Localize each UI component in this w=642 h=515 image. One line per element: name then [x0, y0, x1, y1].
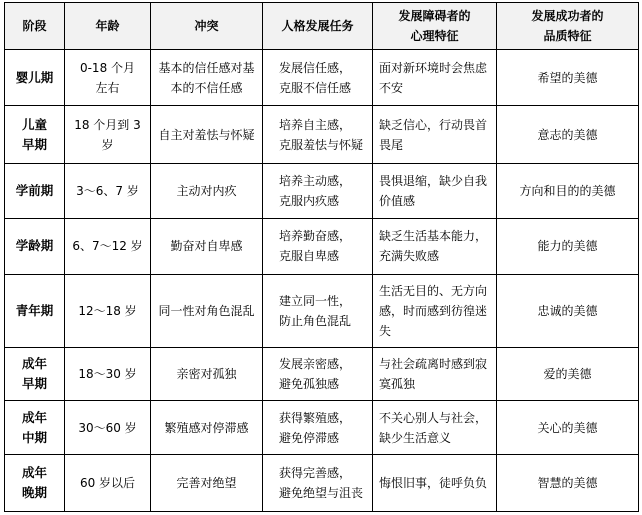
stage-cell-line: 学前期	[15, 183, 54, 199]
task-cell-line: 培养自主感，	[279, 117, 352, 132]
task-cell-line: 培养勤奋感，	[279, 229, 352, 244]
age-cell-line: 3～6、7 岁	[76, 184, 139, 199]
age-cell-line: 18～30 岁	[78, 367, 137, 382]
age-cell	[65, 218, 151, 274]
table-row	[5, 401, 639, 454]
virtue-cell: 方向和目的的美德	[497, 164, 639, 218]
task-cell-line: 避免绝望与沮丧	[279, 485, 364, 500]
erikson-stages-table	[4, 2, 639, 512]
virtue-cell: 爱的美德	[497, 348, 639, 401]
obstacle-cell-line: 与社会疏离时感到寂	[379, 357, 488, 372]
conflict-cell	[151, 50, 263, 106]
stage-cell-line: 中期	[21, 429, 47, 445]
task-cell-line: 克服自卑感	[279, 249, 340, 264]
task-cell-line: 获得完善感，	[279, 465, 352, 480]
age-cell-line: 60 岁以后	[79, 475, 136, 490]
age-cell	[65, 106, 151, 164]
conflict-cell-line: 繁殖感对停滞感	[164, 420, 249, 435]
conflict-cell	[151, 274, 263, 347]
stage-cell-line: 成年	[21, 356, 47, 372]
age-cell-line: 12～18 岁	[78, 304, 137, 319]
conflict-cell	[151, 218, 263, 274]
stage-cell-line: 青年期	[15, 303, 54, 319]
table-row	[5, 218, 639, 274]
obstacle-cell-line: 感，时而感到彷徨迷	[379, 304, 488, 319]
obstacle-cell-line: 悔恨旧事，徒呼负负	[379, 475, 488, 490]
obstacle-cell-line: 畏惧退缩，缺少自我	[379, 174, 488, 189]
age-cell-line: 30～60 岁	[78, 420, 137, 435]
table-row	[5, 164, 639, 218]
task-cell-line: 克服不信任感	[279, 80, 352, 95]
task-cell	[263, 106, 373, 164]
header-stage: 阶段	[5, 3, 65, 50]
stage-cell-line: 儿童	[21, 116, 47, 132]
conflict-cell	[151, 401, 263, 454]
obstacle-cell-line: 不关心别人与社会，	[379, 410, 488, 425]
header-success-line: 品质特征	[543, 29, 592, 43]
stage-cell	[5, 454, 65, 511]
stage-cell	[5, 274, 65, 347]
virtue-cell: 智慧的美德	[497, 454, 639, 511]
conflict-cell	[151, 106, 263, 164]
age-cell	[65, 454, 151, 511]
header-success-line: 发展成功者的	[531, 9, 604, 23]
obstacle-cell	[373, 218, 497, 274]
age-cell	[65, 401, 151, 454]
task-cell-line: 避免孤独感	[279, 377, 340, 392]
task-cell-line: 培养主动感，	[279, 174, 352, 189]
virtue-cell: 关心的美德	[497, 401, 639, 454]
conflict-cell-line: 基本的信任感对基	[158, 60, 255, 75]
obstacle-cell-line: 失	[379, 324, 392, 339]
header-age: 年龄	[65, 3, 151, 50]
conflict-cell-line: 同一性对角色混乱	[158, 304, 255, 319]
conflict-cell	[151, 164, 263, 218]
age-cell-line: 岁	[101, 137, 114, 152]
age-cell	[65, 274, 151, 347]
obstacle-cell	[373, 401, 497, 454]
virtue-cell: 忠诚的美德	[497, 274, 639, 347]
task-cell	[263, 164, 373, 218]
conflict-cell-line: 本的不信任感	[170, 80, 243, 95]
virtue-cell: 意志的美德	[497, 106, 639, 164]
obstacle-cell-line: 缺少生活意义	[379, 430, 452, 445]
obstacle-cell	[373, 348, 497, 401]
header-obstacle-line: 心理特征	[410, 29, 459, 43]
conflict-cell-line: 自主对羞怯与怀疑	[158, 127, 255, 142]
conflict-cell	[151, 348, 263, 401]
table-row	[5, 348, 639, 401]
task-cell	[263, 454, 373, 511]
task-cell-line: 获得繁殖感，	[279, 410, 352, 425]
header-obstacle-line: 发展障碍者的	[398, 9, 471, 23]
conflict-cell-line: 主动对内疚	[176, 184, 237, 199]
obstacle-cell-line: 缺乏生活基本能力，	[379, 229, 488, 244]
header-row	[5, 3, 639, 50]
task-cell	[263, 218, 373, 274]
stage-cell-line: 早期	[21, 376, 47, 392]
age-cell	[65, 50, 151, 106]
task-cell-line: 防止角色混乱	[279, 314, 352, 329]
task-cell-line: 发展亲密感，	[279, 357, 352, 372]
age-cell-line: 6、7～12 岁	[72, 239, 143, 254]
stage-cell	[5, 164, 65, 218]
age-cell	[65, 164, 151, 218]
obstacle-cell	[373, 50, 497, 106]
task-cell-line: 克服羞怯与怀疑	[279, 137, 364, 152]
virtue-cell: 能力的美德	[497, 218, 639, 274]
virtue-cell: 希望的美德	[497, 50, 639, 106]
obstacle-cell-line: 寞孤独	[379, 377, 416, 392]
task-cell-line: 建立同一性，	[279, 294, 352, 309]
stage-cell-line: 晚期	[21, 484, 47, 500]
header-task: 人格发展任务	[263, 3, 373, 50]
obstacle-cell	[373, 274, 497, 347]
table-row	[5, 454, 639, 511]
age-cell-line: 0-18 个月	[79, 60, 136, 75]
obstacle-cell-line: 价值感	[379, 194, 416, 209]
table-row	[5, 106, 639, 164]
stage-cell	[5, 401, 65, 454]
obstacle-cell-line: 充满失败感	[379, 249, 440, 264]
obstacle-cell	[373, 106, 497, 164]
stage-cell-line: 学龄期	[15, 238, 54, 254]
stage-cell	[5, 348, 65, 401]
obstacle-cell	[373, 164, 497, 218]
obstacle-cell-line: 畏尾	[379, 137, 404, 152]
task-cell	[263, 274, 373, 347]
stage-cell-line: 成年	[21, 464, 47, 480]
conflict-cell-line: 完善对绝望	[176, 475, 237, 490]
header-conflict: 冲突	[151, 3, 263, 50]
task-cell-line: 发展信任感，	[279, 60, 352, 75]
stage-cell	[5, 50, 65, 106]
table-row	[5, 50, 639, 106]
obstacle-cell-line: 缺乏信心，行动畏首	[379, 117, 488, 132]
stage-cell-line: 成年	[21, 409, 47, 425]
obstacle-cell-line: 不安	[379, 80, 404, 95]
stage-cell-line: 早期	[21, 136, 47, 152]
table-row	[5, 274, 639, 347]
obstacle-cell-line: 生活无目的、无方向	[379, 284, 488, 299]
stage-cell	[5, 218, 65, 274]
age-cell-line: 18 个月到 3	[74, 117, 141, 132]
task-cell	[263, 401, 373, 454]
obstacle-cell-line: 面对新环境时会焦虑	[379, 60, 488, 75]
obstacle-cell	[373, 454, 497, 511]
age-cell	[65, 348, 151, 401]
stage-cell	[5, 106, 65, 164]
stage-cell-line: 婴儿期	[15, 69, 54, 85]
header-obstacle	[373, 3, 497, 50]
age-cell-line: 左右	[95, 80, 120, 95]
task-cell	[263, 348, 373, 401]
task-cell-line: 克服内疚感	[279, 194, 340, 209]
conflict-cell-line: 亲密对孤独	[176, 367, 237, 382]
task-cell-line: 避免停滞感	[279, 430, 340, 445]
header-success	[497, 3, 639, 50]
conflict-cell-line: 勤奋对自卑感	[170, 239, 243, 254]
conflict-cell	[151, 454, 263, 511]
task-cell	[263, 50, 373, 106]
